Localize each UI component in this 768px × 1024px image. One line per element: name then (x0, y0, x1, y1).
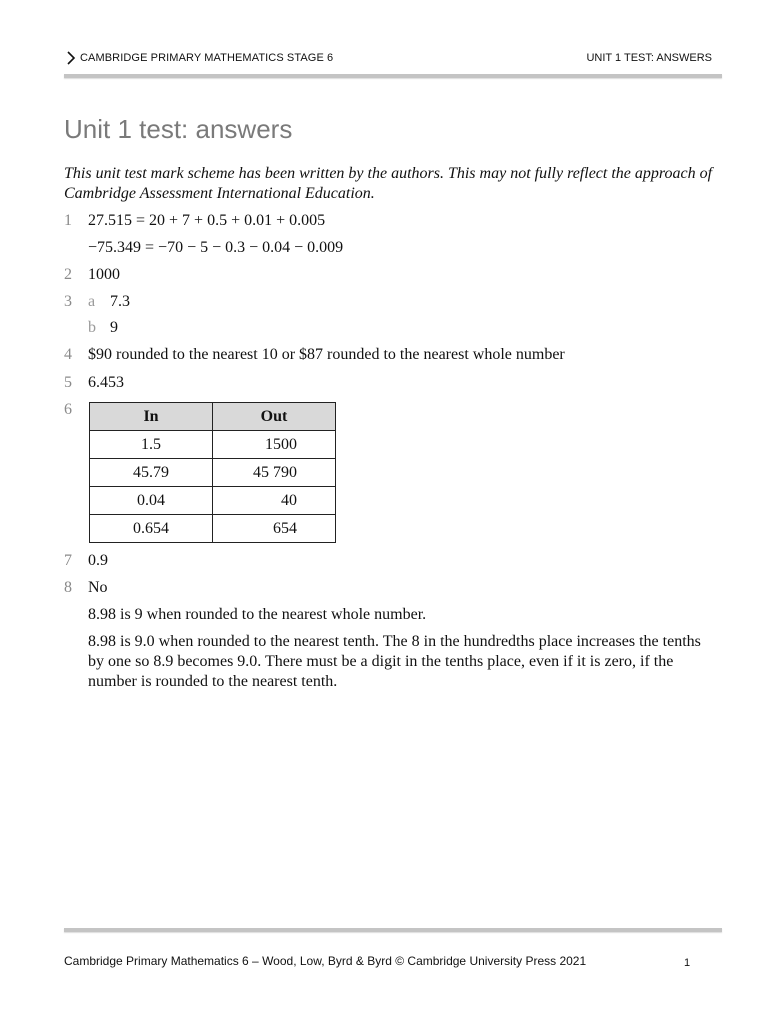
q3-part-a-label: a (88, 293, 96, 310)
table-row (90, 431, 336, 459)
question-number-4: 4 (64, 346, 72, 363)
footer-credit: Cambridge Primary Mathematics 6 – Wood, Low, Byrd & Byrd © Cambridge University Press 2021 (64, 954, 587, 968)
question-number-1: 1 (64, 212, 72, 229)
question-number-6: 6 (64, 401, 72, 418)
q6-in-out-table (89, 402, 336, 543)
table-header-in: In (90, 403, 213, 431)
table-cell-in: 0.04 (90, 487, 213, 515)
table-cell-out: 654 (213, 515, 336, 543)
q7-answer: 0.9 (88, 552, 108, 569)
table-header-row (90, 403, 336, 431)
q1-answer-line-1: 27.515 = 20 + 7 + 0.5 + 0.01 + 0.005 (88, 212, 326, 229)
table-row (90, 459, 336, 487)
table-cell-in: 0.654 (90, 515, 213, 543)
header-section-title: UNIT 1 TEST: ANSWERS (586, 52, 712, 64)
table-header-out: Out (213, 403, 336, 431)
q8-explanation-2: 8.98 is 9.0 when rounded to the nearest tenth. The 8 in the hundredths place increases the tenths by one so 8.9 becomes 9.0. There must be a digit in the tenths place, even if it is zero, if the number is rounded to the nearest tenth. (88, 633, 701, 690)
question-number-8: 8 (64, 579, 72, 596)
page-title: Unit 1 test: answers (64, 114, 293, 144)
intro-note: This unit test mark scheme has been written by the authors. This may not fully reflect the approach of Cambridge Assessment International Education. (64, 165, 713, 202)
question-number-2: 2 (64, 266, 72, 283)
table-cell-out: 1500 (213, 431, 336, 459)
table-row (90, 487, 336, 515)
question-number-7: 7 (64, 552, 72, 569)
chevron-right-icon (66, 49, 76, 67)
q3-part-b-answer: 9 (110, 319, 118, 336)
header-series-title: CAMBRIDGE PRIMARY MATHEMATICS STAGE 6 (80, 52, 334, 64)
table-row (90, 515, 336, 543)
table-cell-in: 45.79 (90, 459, 213, 487)
page-number: 1 (684, 957, 691, 969)
footer-divider (64, 928, 722, 932)
page-header (64, 50, 712, 68)
question-number-5: 5 (64, 374, 72, 391)
q3-part-a-answer: 7.3 (110, 293, 130, 310)
q4-answer: $90 rounded to the nearest 10 or $87 rounded to the nearest whole number (88, 346, 565, 363)
q5-answer: 6.453 (88, 374, 124, 391)
question-number-3: 3 (64, 293, 72, 310)
header-divider (64, 74, 722, 78)
q1-answer-line-2: −75.349 = −70 − 5 − 0.3 − 0.04 − 0.009 (88, 239, 344, 256)
q8-explanation-1: 8.98 is 9 when rounded to the nearest whole number. (88, 606, 427, 623)
q2-answer: 1000 (88, 266, 120, 283)
table-cell-in: 1.5 (90, 431, 213, 459)
table-cell-out: 40 (213, 487, 336, 515)
q3-part-b-label: b (88, 319, 96, 336)
q8-answer: No (88, 579, 108, 596)
table-cell-out: 45 790 (213, 459, 336, 487)
